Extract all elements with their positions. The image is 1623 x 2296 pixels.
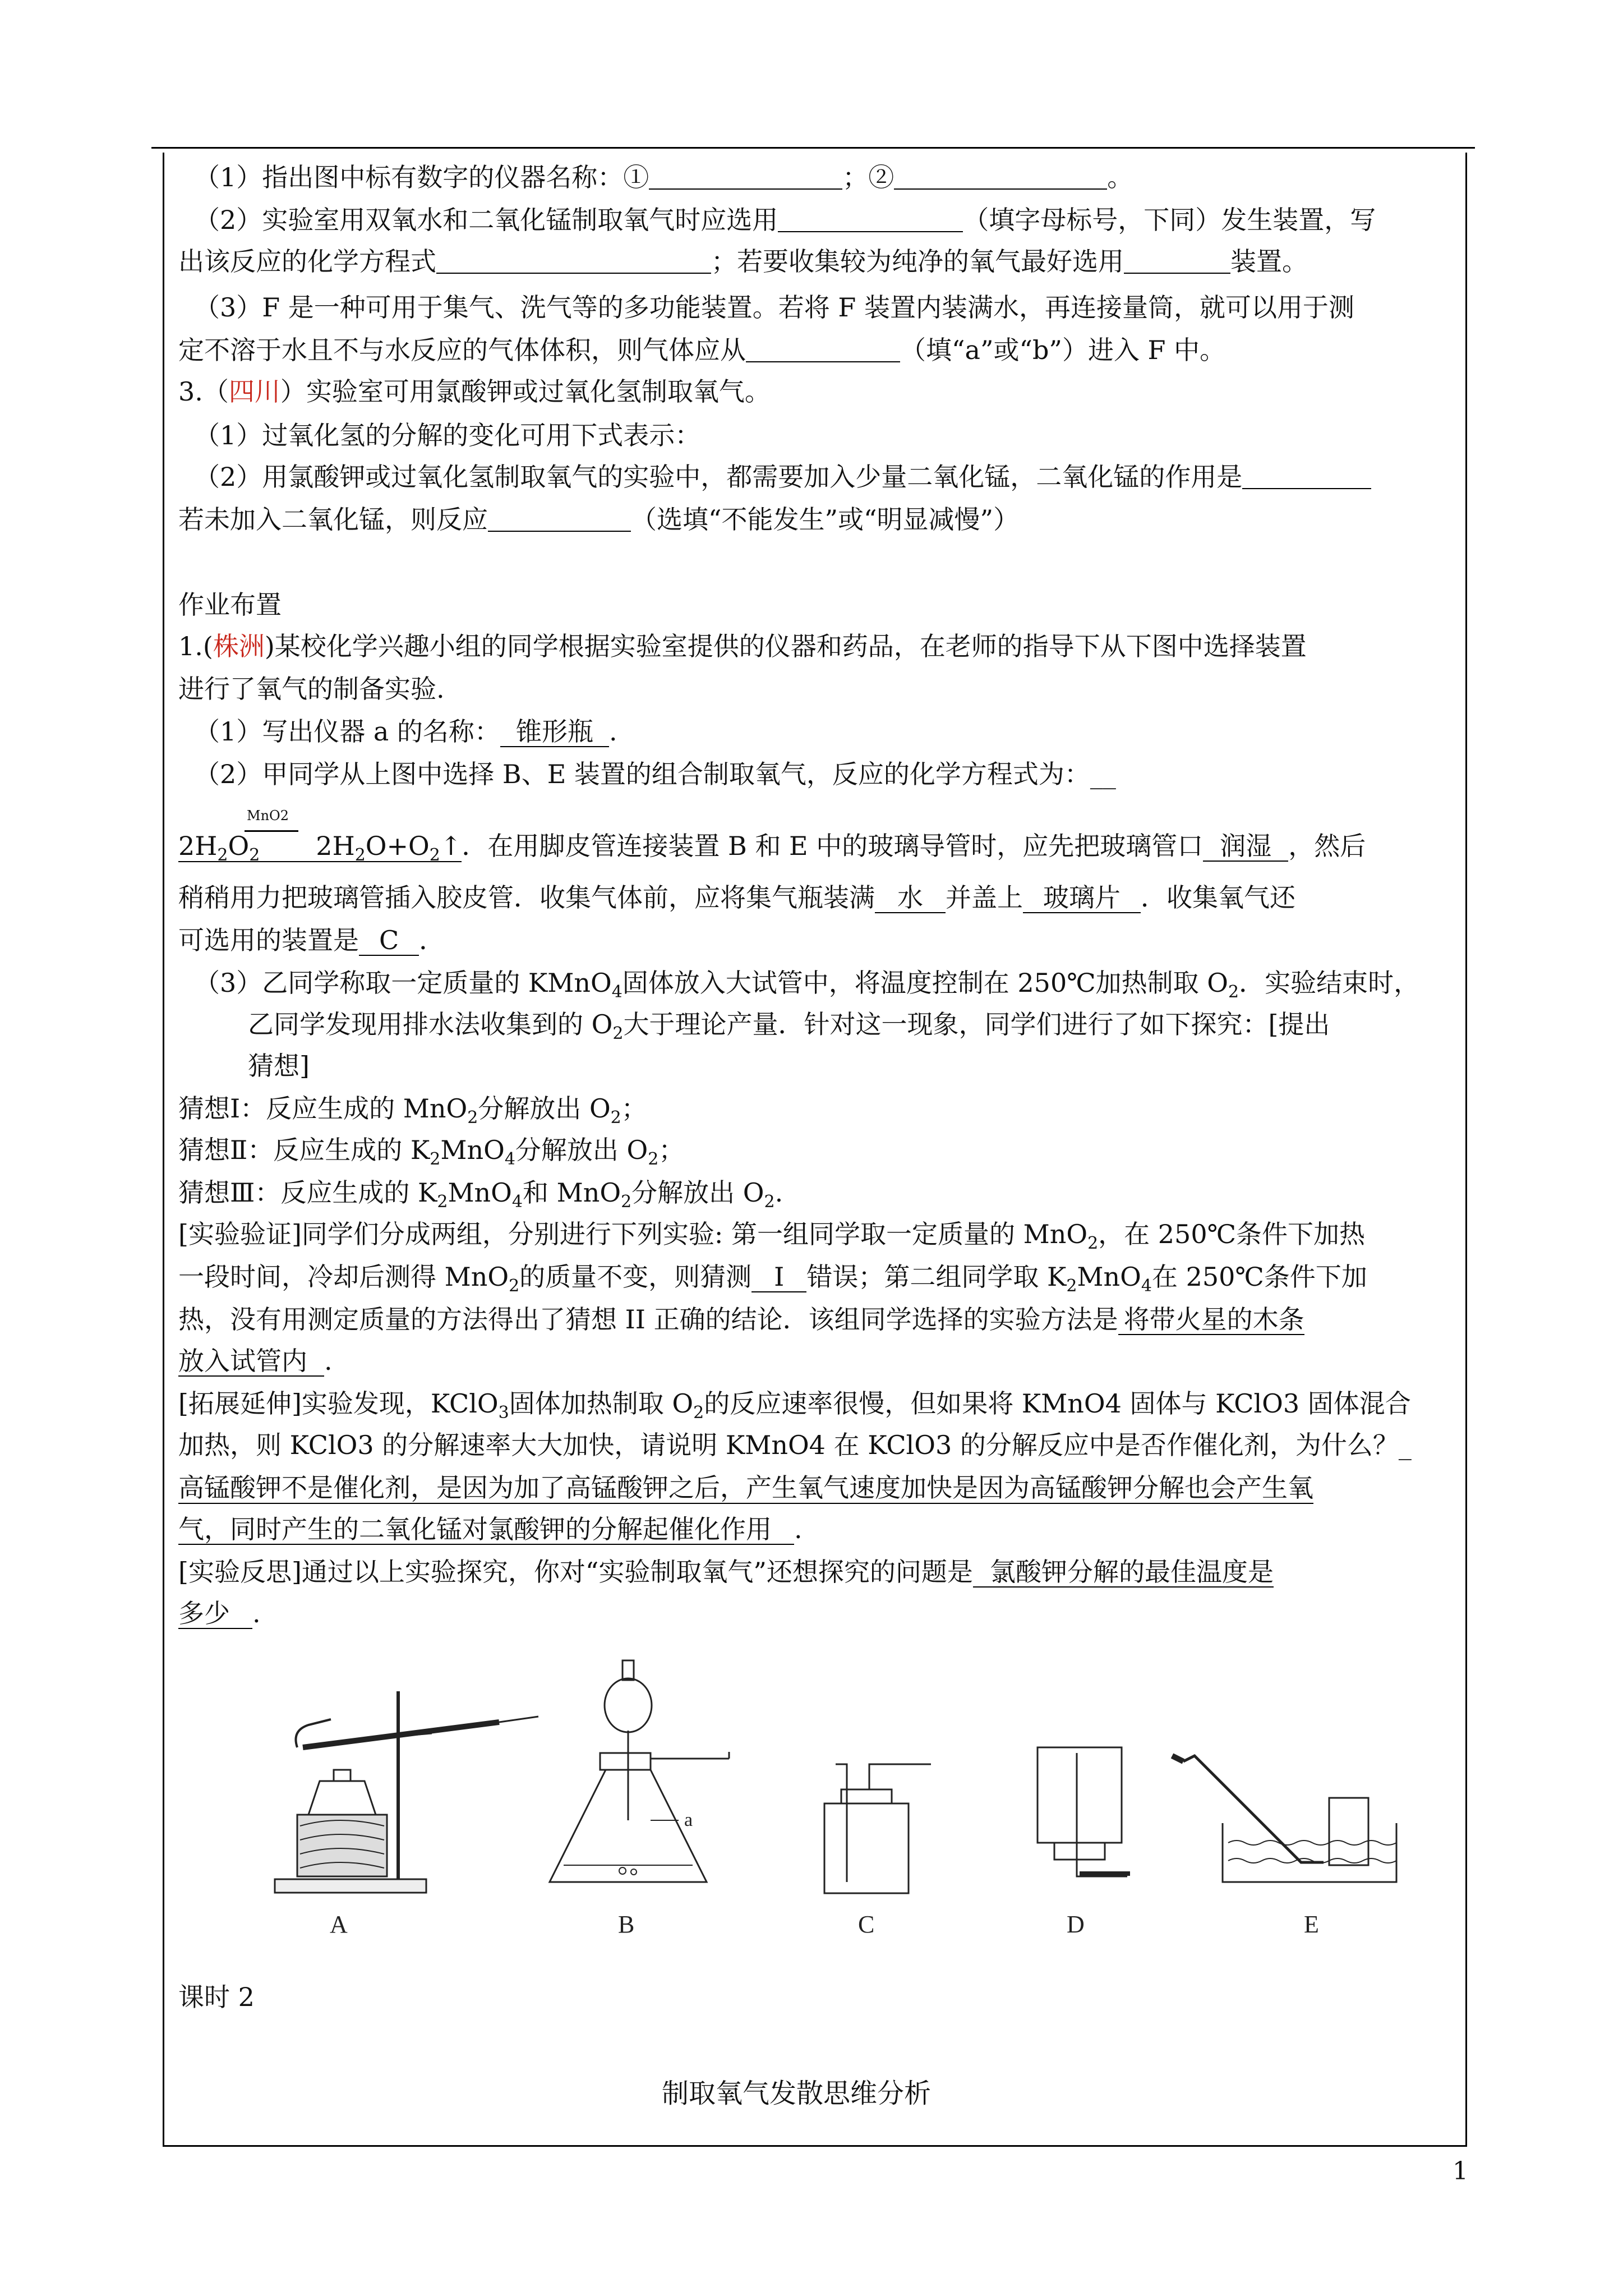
- answer-flask: 锥形瓶: [500, 717, 609, 747]
- label-a-flask: a: [684, 1810, 693, 1830]
- hw-q1-region: 株洲: [213, 631, 265, 661]
- label-B: B: [618, 1911, 635, 1938]
- header-rule: [151, 147, 1475, 149]
- extend-line3: [178, 1471, 1313, 1504]
- answer-method-2: 放入试管内: [178, 1346, 324, 1377]
- hw-s3-line1: （3）乙同学称取一定质量的 KMnO$_4$固体放入大试管中，将温度控制在 250℃加热制取 $O_2$．实验结束时，: [194, 968, 1420, 1002]
- blank-instrument-1[interactable]: [649, 165, 842, 190]
- q3-title: 3.（四川）实验室可用氯酸钾或过氧化氢制取氧气。: [178, 376, 771, 407]
- hw-s1: （1）写出仪器 a 的名称： 锥形瓶 .: [194, 716, 617, 747]
- verify-line4: 放入试管内 .: [178, 1346, 333, 1376]
- hw-s3-line2: 乙同学发现用排水法收集到的 $O_2$大于理论产量．针对这一现象，同学们进行了如下探究：[提出: [248, 1009, 1330, 1044]
- guess-1: 猜想Ⅰ：反应生成的 MnO$_2$分解放出 $O_2$；: [178, 1093, 647, 1128]
- page-number: 1: [1453, 2157, 1468, 2185]
- q1-line4: （3）F 是一种可用于集气、洗气等的多功能装置。若将 F 装置内装满水，再连接量筒，就可以用于测: [194, 292, 1354, 323]
- hw-q1-title2: 进行了氧气的制备实验.: [178, 674, 445, 704]
- q1-line1: （1）指出图中标有数字的仪器名称：① ；② 。: [194, 162, 1133, 192]
- hw-s3-line3: 猜想]: [248, 1051, 310, 1081]
- hw-l3: 稍稍用力把玻璃管插入胶皮管．收集气体前，应将集气瓶装满 水 并盖上 玻璃片 ．收集氧气还: [178, 882, 1295, 913]
- answer-method-1: 将带火星的木条: [1118, 1305, 1304, 1335]
- q3-region: 四川: [228, 376, 280, 407]
- lesson-label: 课时 2: [178, 1982, 255, 2012]
- answer-water: 水: [875, 883, 946, 913]
- hw-q1-title: 1.(株洲)某校化学兴趣小组的同学根据实验室提供的仪器和药品，在老师的指导下从下图中选择装置: [178, 631, 1307, 661]
- answer-catalyst-1: 高锰酸钾不是催化剂，是因为加了高锰酸钾之后，产生氧气速度加快是因为高锰酸钾分解也会产生氧: [178, 1473, 1313, 1503]
- label-A: A: [330, 1911, 348, 1938]
- answer-glass: 玻璃片: [1023, 883, 1141, 913]
- answer-device: C: [359, 926, 419, 956]
- q1-line3: 出该反应的化学方程式 ；若要收集较为纯净的氧气最好选用 装置。: [178, 246, 1308, 277]
- q3-p1: （1）过氧化氢的分解的变化可用下式表示：: [194, 420, 701, 450]
- equation-line: $2H_2O_2$ $2H_2O+O_2↑$．在用脚皮管连接装置 B 和 E 中的玻璃导管时，应先把玻璃管口 润湿 ，然后: [178, 831, 1366, 866]
- apparatus-d-drawing: [1038, 1747, 1130, 1876]
- extend-line4: 气，同时产生的二氧化锰对氯酸钾的分解起催化作用 .: [178, 1514, 803, 1544]
- catalyst-label: MnO2: [247, 808, 289, 823]
- q3-p3: 若未加入二氧化锰，则反应 （选填“不能发生”或“明显减慢”）: [178, 504, 1020, 535]
- verify-line3: 热，没有用测定质量的方法得出了猜想 II 正确的结论．该组同学选择的实验方法是 将带火星的木条: [178, 1304, 1304, 1335]
- chem-equation: $2H_2O_2$ $2H_2O+O_2↑$: [178, 831, 462, 866]
- apparatus-b-drawing: [550, 1660, 729, 1882]
- label-E: E: [1304, 1911, 1319, 1938]
- answer-catalyst-2: 气，同时产生的二氧化锰对氯酸钾的分解起催化作用: [178, 1515, 794, 1545]
- reflect-line2: 多少 .: [178, 1598, 261, 1628]
- apparatus-e-drawing: [1172, 1756, 1396, 1882]
- answer-guess: I: [751, 1262, 806, 1292]
- answer-wet: 润湿: [1203, 831, 1288, 862]
- verify-line1: [实验验证]同学们分成两组，分别进行下列实验: 第一组同学取一定质量的 MnO$_2$，在 250℃条件下加热: [178, 1219, 1366, 1254]
- blank-collector[interactable]: [1124, 249, 1230, 274]
- extend-line1: [拓展延伸]实验发现，KClO$_3$固体加热制取 $O_2$的反应速率很慢，但如果将 KMnO4 固体与 KClO3 固体混合: [178, 1388, 1411, 1423]
- blank-instrument-2[interactable]: [894, 165, 1107, 190]
- blank-mno2-role[interactable]: [1242, 464, 1371, 489]
- q1-line2: （2）实验室用双氧水和二氧化锰制取氧气时应选用 （填字母标号，下同）发生装置，写: [194, 205, 1376, 235]
- apparatus-a-drawing: [275, 1691, 538, 1893]
- reflect-line1: [实验反思]通过以上实验探究，你对“实验制取氧气”还想探究的问题是 氯酸钾分解的最佳温度是: [178, 1557, 1274, 1587]
- answer-reflect-1: 氯酸钾分解的最佳温度是: [973, 1557, 1274, 1588]
- q3-p2: （2）用氯酸钾或过氧化氢制取氧气的实验中，都需要加入少量二氧化锰，二氧化锰的作用是: [194, 460, 1371, 494]
- extend-line2: 加热，则 KClO3 的分解速率大大加快，请说明 KMnO4 在 KClO3 的分解反应中是否作催化剂，为什么？_: [178, 1430, 1412, 1460]
- guess-3: 猜想Ⅲ：反应生成的 $K_2MnO_4$和 MnO$_2$分解放出 $O_2$.: [178, 1177, 783, 1212]
- hw-s2: （2）甲同学从上图中选择 B、E 装置的组合制取氧气，反应的化学方程式为：__: [194, 759, 1116, 789]
- apparatus-figure: [264, 1652, 1430, 1938]
- guess-2: 猜想Ⅱ：反应生成的 $K_2MnO_4$分解放出 $O_2$；: [178, 1135, 685, 1170]
- blank-generator[interactable]: [778, 208, 963, 232]
- q1-line5: 定不溶于水且不与水反应的气体体积，则气体应从 （填“a”或“b”）进入 F 中。: [178, 335, 1226, 365]
- label-D: D: [1067, 1911, 1085, 1938]
- verify-line2: 一段时间，冷却后测得 MnO$_2$的质量不变，则猜测 I 错误；第二组同学取 $K_2MnO_4$在 250℃条件下加: [178, 1262, 1367, 1296]
- label-C: C: [858, 1911, 875, 1938]
- apparatus-c-drawing: [824, 1764, 931, 1893]
- hw-l4: 可选用的装置是 C ．: [178, 925, 445, 955]
- blank-reaction[interactable]: [488, 507, 631, 532]
- blank-equation[interactable]: [436, 249, 711, 274]
- hw-heading: 作业布置: [178, 590, 282, 620]
- section-title: 制取氧气发散思维分析: [662, 2078, 932, 2109]
- blank-inlet[interactable]: [746, 338, 900, 362]
- answer-reflect-2: 多少: [178, 1599, 252, 1629]
